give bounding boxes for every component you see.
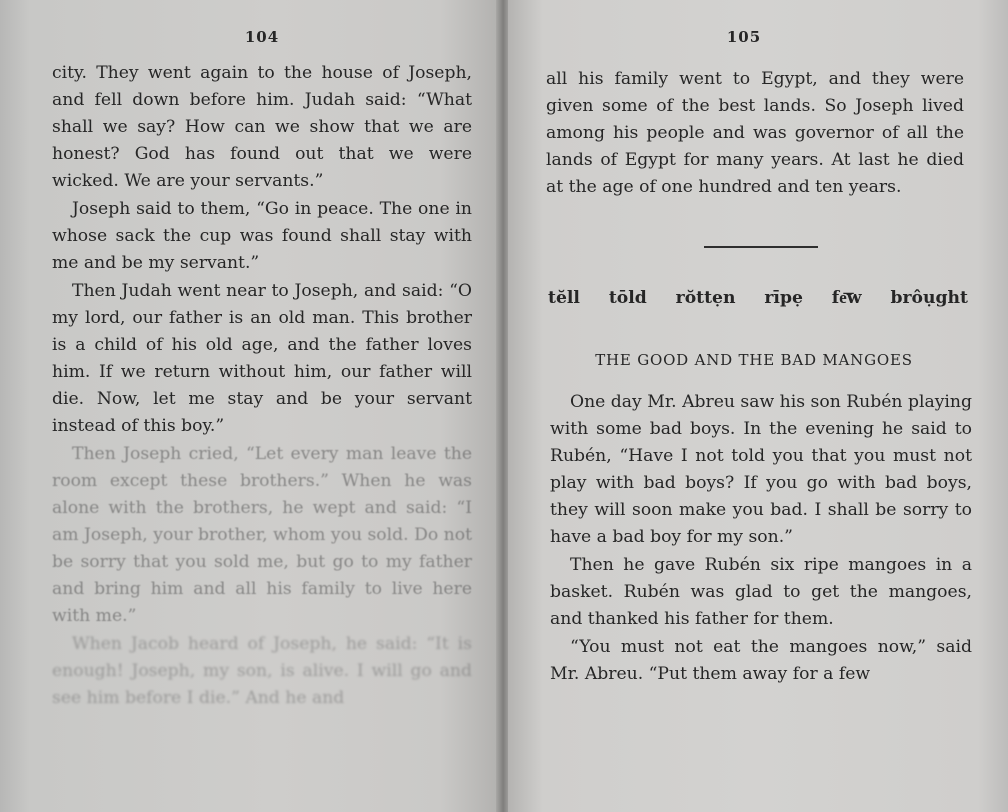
paragraph: Then Judah went near to Joseph, and said: “O my lord, our father is an old man. This brother is a child of his old age, and the father loves him. If we return without him, our father will die. Now, let me stay and be your servant instead of this boy.”: [52, 281, 472, 436]
left-page: [0, 0, 500, 812]
word-list-item: tĕll: [548, 288, 580, 308]
paragraph: “You must not eat the mangoes now,” said Mr. Abreu. “Put them away for a few: [550, 637, 972, 684]
word-list-item: fe͞w: [831, 288, 862, 308]
paragraph: One day Mr. Abreu saw his son Rubén playing with some bad boys. In the evening he said to Rubén, “Have I not told you that you must not play with bad boys? If you go with bad boys, they will soon make you bad. I shall be sorry to have a bad boy for my son.”: [550, 392, 972, 547]
paragraph: Joseph said to them, “Go in peace. The one in whose sack the cup was found shall stay with me and be my servant.”: [52, 199, 472, 273]
word-list-item: rīpẹ: [764, 288, 803, 308]
paragraph: Then Joseph cried, “Let every man leave the room except these brothers.” When he was alone with the brothers, he wept and said: “I am Joseph, your brother, whom you sold. Do not be sorry that you sold me, but go to my father and bring him and all his family to live here with me.”: [52, 444, 473, 626]
word-list-item: tōld: [608, 288, 647, 308]
word-list-item: rŏttẹn: [675, 288, 736, 308]
section-divider: [704, 246, 818, 248]
word-list: [548, 288, 968, 308]
story-text: [550, 389, 972, 688]
paragraph: When Jacob heard of Joseph, he said: “It is enough! Joseph, my son, is alive. I will go and see him before I die.” And he and: [52, 634, 472, 708]
story-title: THE GOOD AND THE BAD MANGOES: [595, 351, 913, 369]
page-number-left: 104: [244, 28, 280, 46]
page-number-right: 105: [726, 28, 762, 46]
paragraph: city. They went again to the house of Joseph, and fell down before him. Judah said: “What shall we say? How can we show that we are honest? God has found out that we were wicked. We are your servants.”: [52, 63, 472, 191]
right-page-text: [546, 66, 964, 201]
left-page-text: [52, 60, 472, 712]
word-list-item: brôụght: [890, 288, 968, 308]
paragraph: Then he gave Rubén six ripe mangoes in a basket. Rubén was glad to get the mangoes, and thanked his father for them.: [550, 555, 972, 629]
right-page: [508, 0, 1008, 812]
paragraph: all his family went to Egypt, and they were given some of the best lands. So Joseph lived among his people and was governor of all the lands of Egypt for many years. At last he died at the age of one hundred and ten years.: [546, 69, 964, 197]
